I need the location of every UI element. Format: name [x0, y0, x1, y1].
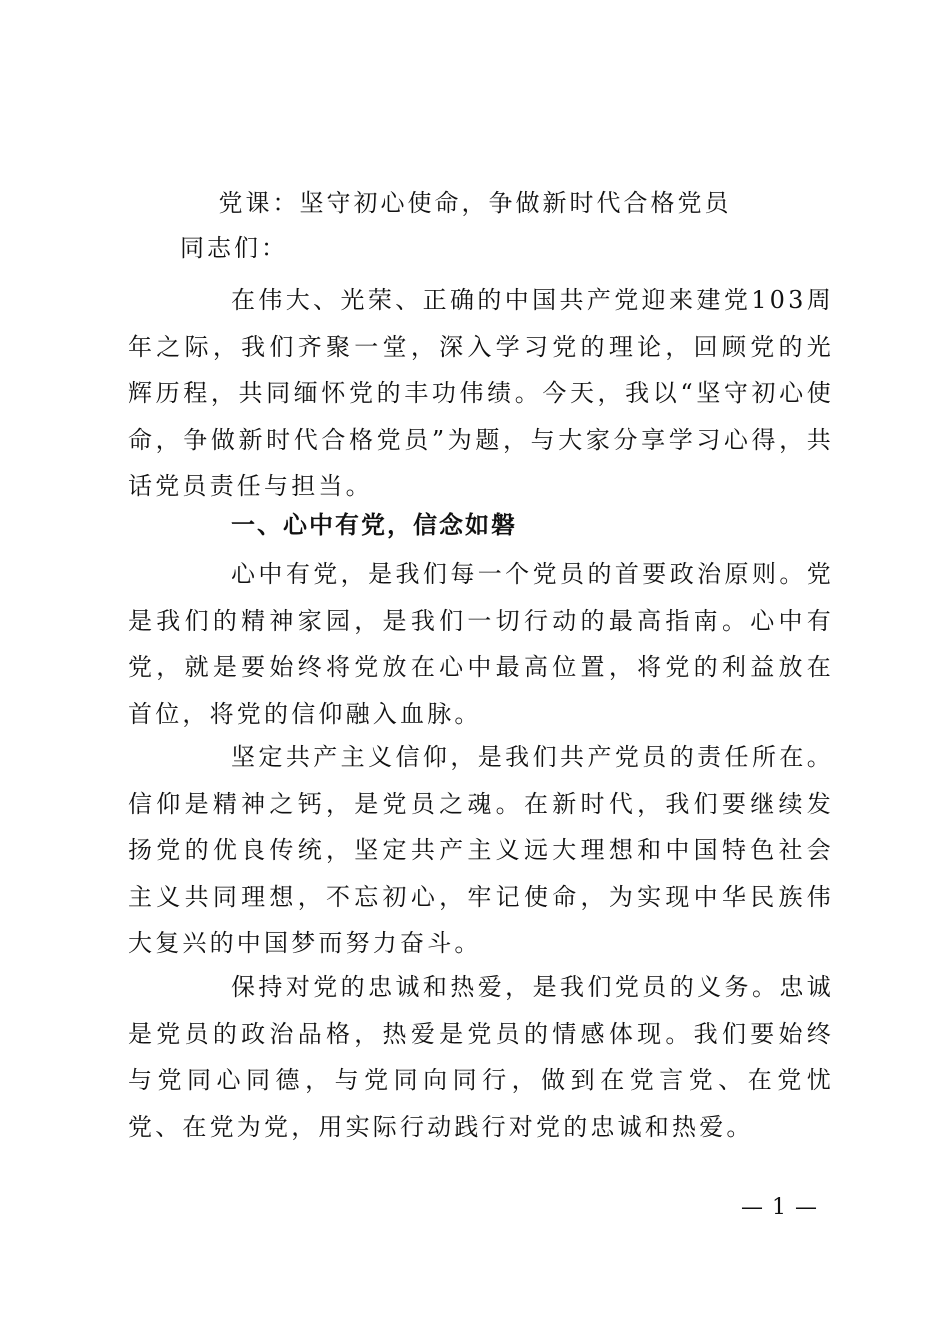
greeting: 同志们：: [180, 234, 288, 262]
page-number: — 1 —: [741, 1195, 818, 1220]
section1-paragraph-3: 保持对党的忠诚和热爱，是我们党员的义务。忠诚是党员的政治品格，热爱是党员的情感体现。我们要始终与党同心同德，与党同向同行，做到在党言党、在党忧党、在党为党，用实际行动践行对党的忠诚和热爱。: [128, 973, 834, 1141]
section1-para3-block: [128, 964, 834, 1150]
document-title: 党课：坚守初心使命，争做新时代合格党员: [218, 189, 732, 217]
section-heading-1: 一、心中有党，信念如磐: [231, 511, 517, 539]
section1-para2-block: [128, 734, 834, 967]
intro-paragraph: 在伟大、光荣、正确的中国共产党迎来建党103周年之际，我们齐聚一堂，深入学习党的理论，回顾党的光辉历程，共同缅怀党的丰功伟绩。今天，我以“坚守初心使命，争做新时代合格党员”为题，与大家分享学习心得，共话党员责任与担当。: [128, 286, 834, 500]
section1-paragraph-1: 心中有党，是我们每一个党员的首要政治原则。党是我们的精神家园，是我们一切行动的最高指南。心中有党，就是要始终将党放在心中最高位置，将党的利益放在首位，将党的信仰融入血脉。: [128, 560, 834, 728]
intro-block: [128, 277, 834, 510]
section1-paragraph-2: 坚定共产主义信仰，是我们共产党员的责任所在。信仰是精神之钙，是党员之魂。在新时代，我们要继续发扬党的优良传统，坚定共产主义远大理想和中国特色社会主义共同理想，不忘初心，牢记使命，为实现中华民族伟大复兴的中国梦而努力奋斗。: [128, 743, 834, 957]
section1-para1-block: [128, 551, 834, 737]
